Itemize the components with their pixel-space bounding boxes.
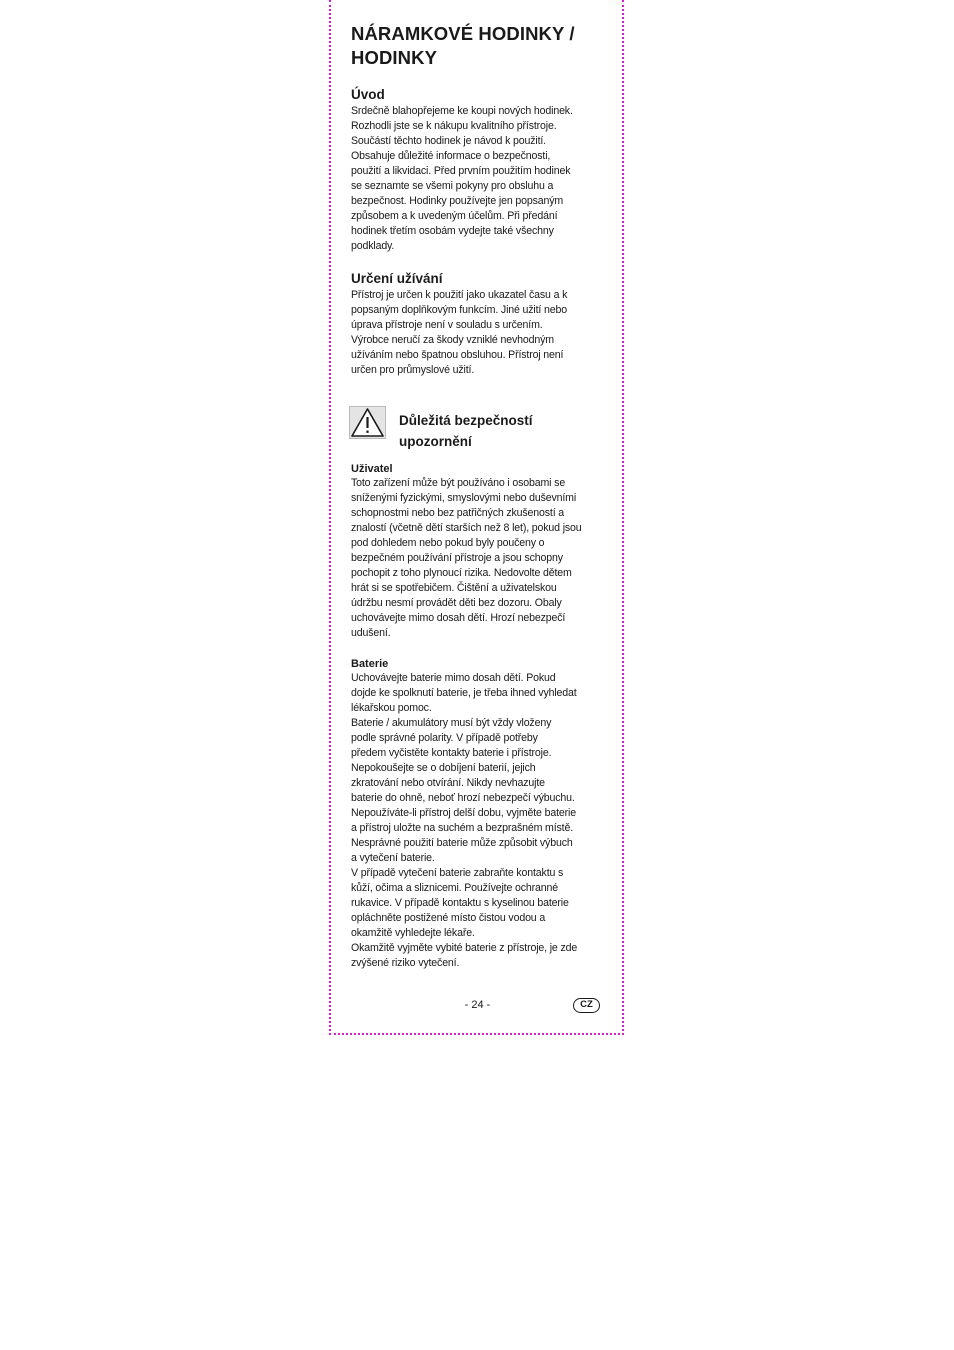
text-line: a přístroj uložte na suchém a bezprašném místě.	[351, 822, 573, 834]
text-line: popsaným doplňkovým funkcím. Jiné užití nebo	[351, 304, 567, 316]
text-line: znalostí (včetně dětí starších než 8 let), pokud jsou	[351, 522, 582, 534]
text-line: zkratování nebo otvírání. Nikdy nevhazujte	[351, 777, 545, 789]
text-line: rukavice. V případě kontaktu s kyselinou baterie	[351, 897, 569, 909]
section-introduction	[351, 86, 603, 254]
safety-heading-block	[349, 406, 609, 456]
safety-heading-line: Důležitá bezpečností	[399, 413, 533, 428]
text-line: Uchovávejte baterie mimo dosah dětí. Pokud	[351, 672, 556, 684]
text-line: se seznamte se všemi pokyny pro obsluhu a	[351, 180, 554, 192]
battery-text	[351, 671, 603, 971]
section-user	[351, 462, 603, 641]
text-line: hrát si se spotřebičem. Čištění a uživatelskou	[351, 582, 557, 594]
text-line: údržbu nesmí provádět děti bez dozoru. Obaly	[351, 597, 562, 609]
intended-use-heading: Určení užívání	[351, 271, 443, 286]
battery-heading: Baterie	[351, 658, 389, 670]
text-line: určen pro průmyslové užití.	[351, 364, 475, 376]
text-line: pod dohledem nebo pokud byly poučeny o	[351, 537, 545, 549]
language-badge: CZ	[573, 998, 600, 1013]
text-line: Nepokoušejte se o dobíjení baterií, jejich	[351, 762, 536, 774]
text-line: Okamžitě vyjměte vybité baterie z přístroje, je zde	[351, 942, 578, 954]
text-line: bezpečném používání přístroje a jsou schopny	[351, 552, 563, 564]
section-intended-use	[351, 270, 603, 378]
text-line: lékařskou pomoc.	[351, 702, 432, 714]
introduction-text	[351, 104, 603, 254]
text-line: podle správné polarity. V případě potřeby	[351, 732, 538, 744]
intended-use-text	[351, 288, 603, 378]
text-line: předem vyčistěte kontakty baterie i přístroje.	[351, 747, 552, 759]
text-line: opláchněte postižené místo čistou vodou a	[351, 912, 546, 924]
text-line: baterie do ohně, neboť hrozí nebezpečí výbuchu.	[351, 792, 575, 804]
warning-triangle-icon	[349, 406, 386, 439]
section-battery	[351, 657, 603, 971]
text-line: schopnostmi nebo bez patřičných zkušeností a	[351, 507, 565, 519]
text-line: Rozhodli jste se k nákupu kvalitního přístroje.	[351, 120, 557, 132]
text-line: zvýšené riziko vytečení.	[351, 957, 460, 969]
text-line: dojde ke spolknutí baterie, je třeba ihned vyhledat	[351, 687, 577, 699]
text-line: Součástí těchto hodinek je návod k použití.	[351, 135, 546, 147]
text-line: a vytečení baterie.	[351, 852, 435, 864]
page-number: - 24 -	[464, 999, 491, 1011]
page-title: NÁRAMKOVÉ HODINKY / HODINKY	[351, 23, 575, 68]
text-line: Přístroj je určen k použití jako ukazatel času a k	[351, 289, 568, 301]
text-line: Srdečně blahopřejeme ke koupi nových hodinek.	[351, 105, 573, 117]
text-line: užíváním nebo špatnou obsluhou. Přístroj není	[351, 349, 564, 361]
text-line: použití a likvidaci. Před prvním použitím hodinek	[351, 165, 571, 177]
text-line: hodinek třetím osobám vydejte také všechny	[351, 225, 554, 237]
text-line: Nepoužíváte-li přístroj delší dobu, vyjměte baterie	[351, 807, 576, 819]
safety-heading-line: upozornění	[399, 434, 472, 449]
text-line: Obsahuje důležité informace o bezpečnosti,	[351, 150, 551, 162]
text-line: Nesprávné použití baterie může způsobit výbuch	[351, 837, 573, 849]
text-line: udušení.	[351, 627, 391, 639]
user-text	[351, 476, 603, 641]
text-line: způsobem a k uvedeným účelům. Při předání	[351, 210, 558, 222]
text-line: pochopit z toho plynoucí rizika. Nedovolte dětem	[351, 567, 572, 579]
introduction-heading: Úvod	[351, 87, 385, 102]
text-line: Výrobce neručí za škody vzniklé nevhodným	[351, 334, 554, 346]
text-line: podklady.	[351, 240, 395, 252]
text-line: sníženými fyzickými, smyslovými nebo duševními	[351, 492, 577, 504]
text-line: kůží, očima a sliznicemi. Používejte ochranné	[351, 882, 558, 894]
text-line: bezpečnost. Hodinky používejte jen popsaným	[351, 195, 564, 207]
text-line: uchovávejte mimo dosah dětí. Hrozí nebezpečí	[351, 612, 566, 624]
text-line: V případě vytečení baterie zabraňte kontaktu s	[351, 867, 564, 879]
text-line: úprava přístroje není v souladu s určením.	[351, 319, 543, 331]
safety-heading	[399, 410, 599, 452]
user-heading: Uživatel	[351, 463, 393, 475]
text-line: Baterie / akumulátory musí být vždy vloženy	[351, 717, 552, 729]
text-line: okamžitě vyhledejte lékaře.	[351, 927, 475, 939]
text-line: Toto zařízení může být používáno i osobami se	[351, 477, 566, 489]
